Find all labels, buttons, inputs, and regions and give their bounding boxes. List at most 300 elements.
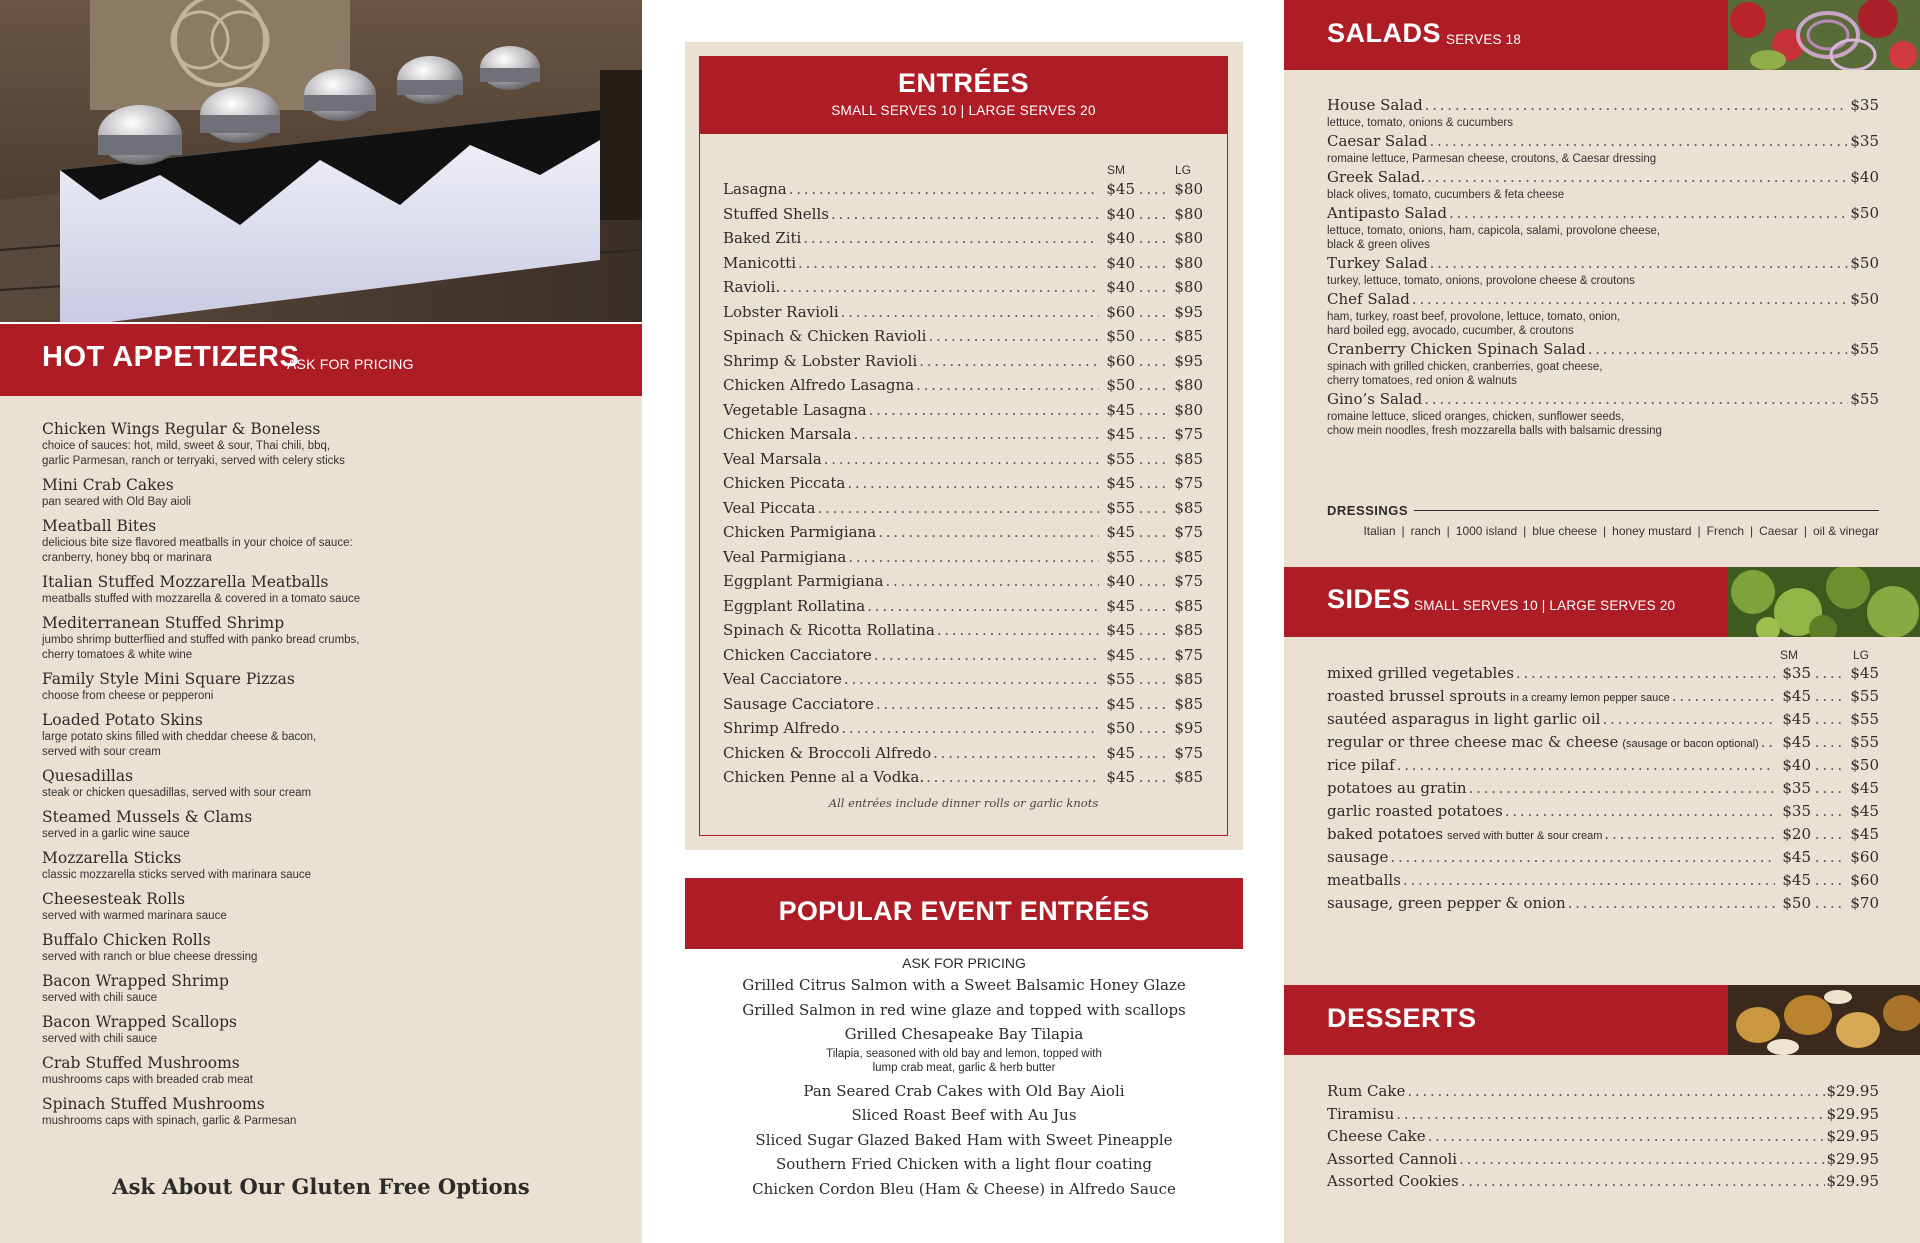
- salad-price: $55: [1850, 390, 1879, 408]
- entree-price-lg: $85: [1174, 449, 1203, 468]
- popular-item: Chicken Cordon Bleu (Ham & Cheese) in Alfredo Sauce: [752, 1179, 1176, 1198]
- appetizer-name: Italian Stuffed Mozzarella Meatballs: [42, 573, 329, 591]
- entree-row: [723, 768, 1203, 793]
- entree-row: [723, 523, 1203, 548]
- leader-dots: [824, 450, 1099, 468]
- dessert-row: [1327, 1082, 1879, 1105]
- appetizer-desc: served with warmed marinara sauce: [42, 910, 227, 922]
- dessert-row: [1327, 1172, 1879, 1195]
- entree-name: Baked Ziti: [723, 229, 802, 247]
- dressing-option: oil & vinegar: [1812, 524, 1879, 538]
- leader-dots: . . . .: [1814, 756, 1842, 774]
- side-price-sm: $45: [1782, 687, 1811, 705]
- popular-banner: [685, 878, 1243, 949]
- appetizer-item: [42, 670, 602, 704]
- entree-price-sm: $45: [1106, 474, 1135, 492]
- side-row: [1327, 733, 1879, 756]
- side-price-lg: $45: [1850, 664, 1879, 682]
- side-price-lg: $70: [1850, 894, 1879, 912]
- entree-row: [723, 180, 1203, 205]
- hot-appetizers-subtitle: ASK FOR PRICING: [287, 356, 414, 372]
- leader-dots: [867, 597, 1099, 615]
- leader-dots: [1449, 204, 1848, 222]
- appetizer-item: [42, 890, 602, 924]
- salad-name: Cranberry Chicken Spinach Salad: [1327, 340, 1586, 358]
- salad-price: $55: [1850, 340, 1879, 358]
- entree-row: [723, 425, 1203, 450]
- dressing-option: blue cheese: [1532, 524, 1598, 538]
- side-price-lg: $60: [1850, 848, 1879, 866]
- entree-name: Spinach & Chicken Ravioli: [723, 327, 927, 345]
- appetizer-name: Chicken Wings Regular & Boneless: [42, 420, 321, 438]
- entree-row: [723, 597, 1203, 622]
- side-row: [1327, 710, 1879, 733]
- appetizer-item: [42, 931, 602, 965]
- leader-dots: [1430, 254, 1849, 272]
- dessert-price: $29.95: [1826, 1172, 1879, 1190]
- leader-dots: [1459, 1150, 1824, 1168]
- appetizer-name: Crab Stuffed Mushrooms: [42, 1054, 240, 1072]
- dressing-separator: |: [1401, 524, 1405, 538]
- salad-desc: romaine lettuce, Parmesan cheese, croutons, & Caesar dressing: [1327, 153, 1657, 165]
- entree-price-lg: $80: [1174, 204, 1203, 223]
- entree-price-lg: $75: [1174, 743, 1203, 762]
- side-price-lg: $55: [1850, 710, 1879, 728]
- appetizer-desc: served with sour cream: [42, 746, 161, 758]
- leader-dots: . . . .: [1138, 449, 1166, 468]
- salad-desc: black olives, tomato, cucumbers & feta cheese: [1327, 189, 1565, 201]
- leader-dots: [1568, 894, 1775, 912]
- entree-price-lg: $75: [1174, 523, 1203, 541]
- popular-ask-pricing: ASK FOR PRICING: [902, 955, 1026, 971]
- side-price-sm: $35: [1782, 779, 1811, 797]
- salad-desc: chow mein noodles, fresh mozzarella balls with balsamic dressing: [1327, 425, 1662, 437]
- dessert-name: Cheese Cake: [1327, 1127, 1426, 1145]
- side-name: sautéed asparagus in light garlic oil: [1327, 710, 1601, 728]
- salad-desc: ham, turkey, roast beef, provolone, lettuce, tomato, onion,: [1327, 311, 1621, 323]
- entree-row: [723, 744, 1203, 769]
- leader-dots: [933, 744, 1099, 762]
- entree-price-lg: $85: [1174, 498, 1203, 517]
- leader-dots: [1602, 710, 1775, 728]
- popular-item: Grilled Salmon in red wine glaze and topped with scallops: [742, 1000, 1186, 1019]
- side-price-sm: $45: [1782, 710, 1811, 728]
- appetizer-desc: mushrooms caps with breaded crab meat: [42, 1074, 253, 1086]
- appetizer-desc: mushrooms caps with spinach, garlic & Parmesan: [42, 1115, 297, 1127]
- leader-dots: [1407, 1082, 1824, 1100]
- sides-sm-header: SM: [1780, 648, 1798, 662]
- appetizer-desc: cherry tomatoes & white wine: [42, 649, 193, 661]
- leader-dots: . . . .: [1138, 327, 1166, 345]
- leader-dots: . . . .: [1814, 871, 1842, 889]
- entree-name: Chicken Alfredo Lasagna: [723, 376, 915, 394]
- entree-row: [723, 278, 1203, 303]
- dessert-name: Assorted Cannoli: [1327, 1149, 1458, 1168]
- salads-subtitle: SERVES 18: [1446, 32, 1522, 47]
- entree-row: [723, 352, 1203, 377]
- appetizer-desc: served with ranch or blue cheese dressing: [42, 951, 258, 963]
- appetizer-desc: steak or chicken quesadillas, served with sour cream: [42, 787, 312, 799]
- entree-price-sm: $40: [1106, 572, 1135, 590]
- entree-price-lg: $80: [1174, 253, 1203, 272]
- leader-dots: . . . .: [1138, 204, 1166, 223]
- dressings-section: [1327, 503, 1879, 538]
- appetizer-desc: pan seared with Old Bay aioli: [42, 496, 191, 508]
- side-price-lg: $60: [1850, 871, 1879, 889]
- hot-appetizers-list: [42, 420, 602, 1136]
- leader-dots: [817, 499, 1099, 517]
- leader-dots: [1397, 756, 1775, 774]
- entree-price-lg: $85: [1174, 327, 1203, 345]
- salad-desc: cherry tomatoes, red onion & walnuts: [1327, 375, 1517, 387]
- hot-appetizers-title: HOT APPETIZERS: [42, 341, 300, 373]
- leader-dots: . . . .: [1814, 802, 1842, 820]
- entree-price-lg: $85: [1174, 670, 1203, 688]
- dessert-price: $29.95: [1826, 1127, 1879, 1145]
- side-note: in a creamy lemon pepper sauce: [1510, 692, 1670, 704]
- appetizer-name: Mediterranean Stuffed Shrimp: [42, 614, 285, 632]
- dessert-name: Rum Cake: [1327, 1082, 1406, 1100]
- leader-dots: . . . .: [1814, 687, 1842, 705]
- entrees-title: ENTRÉES: [897, 68, 1030, 98]
- appetizer-desc: choice of sauces: hot, mild, sweet & sour, Thai chili, bbq,: [42, 440, 331, 452]
- leader-dots: . . . .: [1138, 719, 1166, 737]
- entrees-note: All entrées include dinner rolls or garlic knots: [828, 796, 1099, 810]
- side-name: baked potatoes: [1327, 825, 1444, 843]
- entree-row: [723, 646, 1203, 671]
- entree-name: Eggplant Parmigiana: [723, 572, 884, 590]
- entree-price-sm: $45: [1106, 645, 1135, 664]
- side-row: [1327, 848, 1879, 871]
- leader-dots: [878, 523, 1099, 541]
- salad-name: Chef Salad: [1327, 290, 1410, 308]
- entree-price-lg: $75: [1174, 645, 1203, 664]
- entree-name: Chicken & Broccoli Alfredo: [723, 743, 932, 762]
- hot-appetizers-banner: [0, 324, 642, 396]
- entree-price-sm: $45: [1106, 400, 1135, 419]
- leader-dots: [848, 548, 1099, 566]
- leader-dots: . . . .: [1814, 664, 1842, 682]
- salad-desc: romaine lettuce, sliced oranges, chicken, sunflower seeds,: [1327, 411, 1625, 423]
- entree-price-sm: $40: [1106, 278, 1135, 296]
- appetizer-name: Meatball Bites: [42, 517, 157, 535]
- dessert-row: [1327, 1150, 1879, 1173]
- leader-dots: [1461, 1172, 1825, 1190]
- salad-name: Turkey Salad: [1327, 254, 1428, 272]
- entree-price-sm: $50: [1106, 719, 1135, 737]
- dessert-price: $29.95: [1826, 1104, 1879, 1123]
- side-price-lg: $45: [1850, 802, 1879, 820]
- salads-title: SALADS: [1327, 18, 1442, 48]
- salad-price: $50: [1850, 290, 1879, 308]
- entree-name: Chicken Piccata: [723, 474, 846, 492]
- appetizer-name: Bacon Wrapped Shrimp: [42, 972, 229, 990]
- appetizer-item: [42, 517, 602, 566]
- gluten-free-note: Ask About Our Gluten Free Options: [112, 1174, 530, 1199]
- leader-dots: . . . .: [1814, 894, 1842, 912]
- dressings-rule: [1414, 510, 1879, 511]
- side-name: regular or three cheese mac & cheese: [1327, 733, 1619, 751]
- leader-dots: [844, 670, 1099, 688]
- side-row: [1327, 687, 1879, 710]
- popular-item: Grilled Citrus Salmon with a Sweet Balsamic Honey Glaze: [742, 976, 1186, 994]
- entree-row: [723, 327, 1203, 352]
- appetizer-item: [42, 614, 602, 663]
- side-row: [1327, 756, 1879, 779]
- side-price-sm: $35: [1782, 802, 1811, 820]
- entree-name: Shrimp & Lobster Ravioli: [723, 351, 918, 370]
- leader-dots: . . . .: [1138, 229, 1166, 247]
- appetizer-item: [42, 808, 602, 842]
- leader-dots: [1469, 779, 1775, 797]
- entree-row: [723, 621, 1203, 646]
- side-price-sm: $40: [1782, 756, 1811, 774]
- side-price-lg: $45: [1850, 825, 1879, 843]
- entree-name: Spinach & Ricotta Rollatina: [723, 621, 935, 639]
- side-price-sm: $45: [1782, 848, 1811, 866]
- entree-name: Chicken Cacciatore: [723, 645, 872, 664]
- entree-row: [723, 229, 1203, 254]
- side-row: [1327, 779, 1879, 802]
- leader-dots: [937, 621, 1099, 639]
- popular-item: Grilled Chesapeake Bay Tilapia: [844, 1025, 1084, 1043]
- leader-dots: [1672, 687, 1775, 705]
- dressing-separator: |: [1803, 524, 1807, 538]
- entree-price-sm: $45: [1106, 768, 1135, 786]
- entree-price-lg: $80: [1174, 278, 1203, 296]
- leader-dots: [885, 572, 1099, 590]
- side-price-sm: $20: [1782, 825, 1811, 843]
- side-price-sm: $45: [1782, 871, 1811, 889]
- entree-price-lg: $75: [1174, 425, 1203, 443]
- leader-dots: [1428, 1127, 1825, 1145]
- entree-price-lg: $80: [1174, 180, 1203, 198]
- leader-dots: . . . .: [1138, 351, 1166, 370]
- appetizer-name: Loaded Potato Skins: [42, 711, 203, 729]
- side-price-lg: $55: [1850, 733, 1879, 751]
- appetizer-desc: cranberry, honey bbq or marinara: [42, 552, 212, 564]
- entree-price-sm: $60: [1106, 302, 1135, 321]
- entree-name: Sausage Cacciatore: [723, 694, 874, 713]
- sides-title: SIDES: [1327, 584, 1411, 614]
- leader-dots: [1429, 132, 1848, 150]
- sides-subtitle: SMALL SERVES 10 | LARGE SERVES 20: [1414, 598, 1676, 613]
- salad-desc: turkey, lettuce, tomato, onions, provolone cheese & croutons: [1327, 275, 1635, 287]
- leader-dots: [1516, 664, 1775, 682]
- leader-dots: [869, 401, 1099, 419]
- salad-item: [1327, 290, 1879, 338]
- entree-price-sm: $40: [1106, 204, 1135, 223]
- side-price-lg: $45: [1850, 779, 1879, 797]
- entree-row: [723, 670, 1203, 695]
- leader-dots: . . . .: [1138, 596, 1166, 615]
- leader-dots: . . . .: [1814, 848, 1842, 866]
- salad-name: Caesar Salad: [1327, 132, 1428, 150]
- leader-dots: [926, 768, 1099, 786]
- leader-dots: [789, 180, 1099, 198]
- entree-name: Shrimp Alfredo: [723, 719, 840, 737]
- entree-price-sm: $45: [1106, 694, 1135, 713]
- leader-dots: . . . .: [1138, 498, 1166, 517]
- entree-name: Veal Cacciatore: [723, 670, 842, 688]
- dessert-row: [1327, 1105, 1879, 1128]
- entree-name: Veal Parmigiana: [723, 547, 847, 566]
- salad-desc: hard boiled egg, avocado, cucumber, & croutons: [1327, 325, 1574, 337]
- entree-name: Lobster Ravioli: [723, 302, 839, 321]
- salads-list: [1327, 96, 1879, 440]
- appetizer-item: [42, 1095, 602, 1129]
- entree-price-lg: $85: [1174, 596, 1203, 615]
- appetizer-desc: jumbo shrimp butterflied and stuffed with panko bread crumbs,: [42, 634, 360, 646]
- leader-dots: [1403, 871, 1775, 889]
- leader-dots: . . . .: [1138, 302, 1166, 321]
- salad-photo: [1728, 0, 1920, 70]
- leader-dots: . . . .: [1138, 474, 1166, 492]
- appetizer-name: Cheesesteak Rolls: [42, 890, 186, 908]
- appetizer-item: [42, 972, 602, 1006]
- popular-title: POPULAR EVENT ENTRÉES: [778, 896, 1150, 926]
- dessert-price: $29.95: [1826, 1149, 1879, 1168]
- salad-item: [1327, 168, 1879, 202]
- entree-price-sm: $50: [1106, 376, 1135, 394]
- entree-price-sm: $55: [1106, 670, 1135, 688]
- dressing-separator: |: [1446, 524, 1450, 538]
- salad-item: [1327, 340, 1879, 388]
- entree-name: Eggplant Rollatina: [723, 596, 866, 615]
- entree-price-sm: $55: [1106, 498, 1135, 517]
- entree-price-lg: $75: [1174, 572, 1203, 590]
- appetizer-name: Bacon Wrapped Scallops: [42, 1013, 237, 1031]
- entree-name: Chicken Marsala: [723, 425, 852, 443]
- entree-name: Chicken Parmigiana: [723, 523, 877, 541]
- dressing-option: ranch: [1410, 524, 1441, 538]
- appetizer-name: Family Style Mini Square Pizzas: [42, 670, 295, 688]
- side-row: [1327, 894, 1879, 917]
- leader-dots: . . . .: [1138, 547, 1166, 566]
- salad-desc: spinach with grilled chicken, cranberries, goat cheese,: [1327, 361, 1603, 373]
- leader-dots: [1761, 733, 1775, 751]
- appetizer-desc: served with chili sauce: [42, 1033, 158, 1045]
- leader-dots: [919, 352, 1099, 370]
- leader-dots: . . . .: [1138, 621, 1166, 639]
- popular-item: Pan Seared Crab Cakes with Old Bay Aioli: [803, 1081, 1125, 1100]
- leader-dots: . . . .: [1138, 670, 1166, 688]
- entrees-banner: [699, 56, 1228, 134]
- leader-dots: . . . .: [1138, 253, 1166, 272]
- leader-dots: . . . .: [1814, 779, 1842, 797]
- side-row: [1327, 871, 1879, 894]
- side-row: [1327, 825, 1879, 848]
- leader-dots: . . . .: [1138, 425, 1166, 443]
- leader-dots: [1425, 96, 1849, 114]
- leader-dots: [1424, 390, 1848, 408]
- entree-name: Lasagna: [723, 180, 787, 198]
- salad-row: [1327, 290, 1879, 310]
- appetizer-item: [42, 1054, 602, 1088]
- popular-item-desc: lump crab meat, garlic & herb butter: [872, 1061, 1056, 1074]
- appetizer-name: Steamed Mussels & Clams: [42, 808, 253, 826]
- appetizer-item: [42, 767, 602, 801]
- leader-dots: [1588, 340, 1849, 358]
- entree-price-sm: $45: [1106, 743, 1135, 762]
- salad-desc: lettuce, tomato, onions, ham, capicola, salami, provolone cheese,: [1327, 225, 1661, 237]
- side-row: [1327, 802, 1879, 825]
- entree-row: [723, 401, 1203, 426]
- leader-dots: [841, 303, 1099, 321]
- appetizer-desc: served in a garlic wine sauce: [42, 828, 190, 840]
- entree-row: [723, 499, 1203, 524]
- entree-row: [723, 205, 1203, 230]
- leader-dots: [831, 205, 1099, 223]
- salad-price: $35: [1850, 132, 1879, 150]
- entree-row: [723, 303, 1203, 328]
- side-price-lg: $50: [1850, 756, 1879, 774]
- side-row: [1327, 664, 1879, 687]
- broccoli-photo: [1728, 567, 1920, 637]
- entree-name: Veal Marsala: [723, 449, 822, 468]
- salad-row: [1327, 390, 1879, 410]
- entree-price-lg: $85: [1174, 694, 1203, 713]
- entree-price-lg: $85: [1174, 547, 1203, 566]
- dressing-option: Italian: [1363, 524, 1396, 538]
- entree-price-sm: $60: [1106, 351, 1135, 370]
- salad-row: [1327, 132, 1879, 152]
- appetizer-item: [42, 476, 602, 510]
- entree-row: [723, 376, 1203, 401]
- entree-row: [723, 719, 1203, 744]
- side-price-lg: $55: [1850, 687, 1879, 705]
- entree-row: [723, 474, 1203, 499]
- salad-row: [1327, 168, 1879, 188]
- side-note: served with butter & sour cream: [1447, 830, 1603, 842]
- side-price-sm: $35: [1782, 664, 1811, 682]
- entree-price-lg: $95: [1174, 351, 1203, 370]
- side-name: roasted brussel sprouts: [1327, 687, 1507, 705]
- leader-dots: [798, 254, 1099, 272]
- dessert-name: Assorted Cookies: [1327, 1172, 1459, 1190]
- entree-price-lg: $80: [1174, 229, 1203, 247]
- dressing-separator: |: [1697, 524, 1701, 538]
- entree-price-lg: $95: [1174, 719, 1203, 737]
- entree-price-sm: $50: [1106, 327, 1135, 345]
- side-price-sm: $50: [1782, 894, 1811, 912]
- appetizer-desc: choose from cheese or pepperoni: [42, 690, 214, 702]
- popular-item-desc: Tilapia, seasoned with old bay and lemon, topped with: [826, 1047, 1102, 1060]
- sides-banner: [1284, 567, 1728, 637]
- salad-row: [1327, 340, 1879, 360]
- dessert-row: [1327, 1127, 1879, 1150]
- salad-name: Antipasto Salad: [1327, 204, 1447, 222]
- entree-row: [723, 548, 1203, 573]
- appetizer-name: Buffalo Chicken Rolls: [42, 931, 211, 949]
- entree-name: Chicken Penne al a Vodka.: [723, 768, 925, 786]
- appetizer-desc: served with chili sauce: [42, 992, 158, 1004]
- entree-name: Veal Piccata: [723, 498, 816, 517]
- appetizer-item: [42, 711, 602, 760]
- desserts-title: DESSERTS: [1327, 1003, 1477, 1033]
- entree-price-lg: $85: [1174, 621, 1203, 639]
- entrees-list: [723, 180, 1203, 793]
- entree-price-sm: $45: [1106, 621, 1135, 639]
- entree-row: [723, 450, 1203, 475]
- entrees-lg-header: LG: [1175, 163, 1192, 177]
- leader-dots: [803, 229, 1099, 247]
- appetizer-name: Spinach Stuffed Mushrooms: [42, 1095, 265, 1113]
- popular-item: Sliced Sugar Glazed Baked Ham with Sweet Pineapple: [755, 1130, 1173, 1149]
- entree-price-sm: $45: [1106, 180, 1135, 198]
- side-name: sausage: [1327, 848, 1389, 866]
- entree-price-sm: $40: [1106, 229, 1135, 247]
